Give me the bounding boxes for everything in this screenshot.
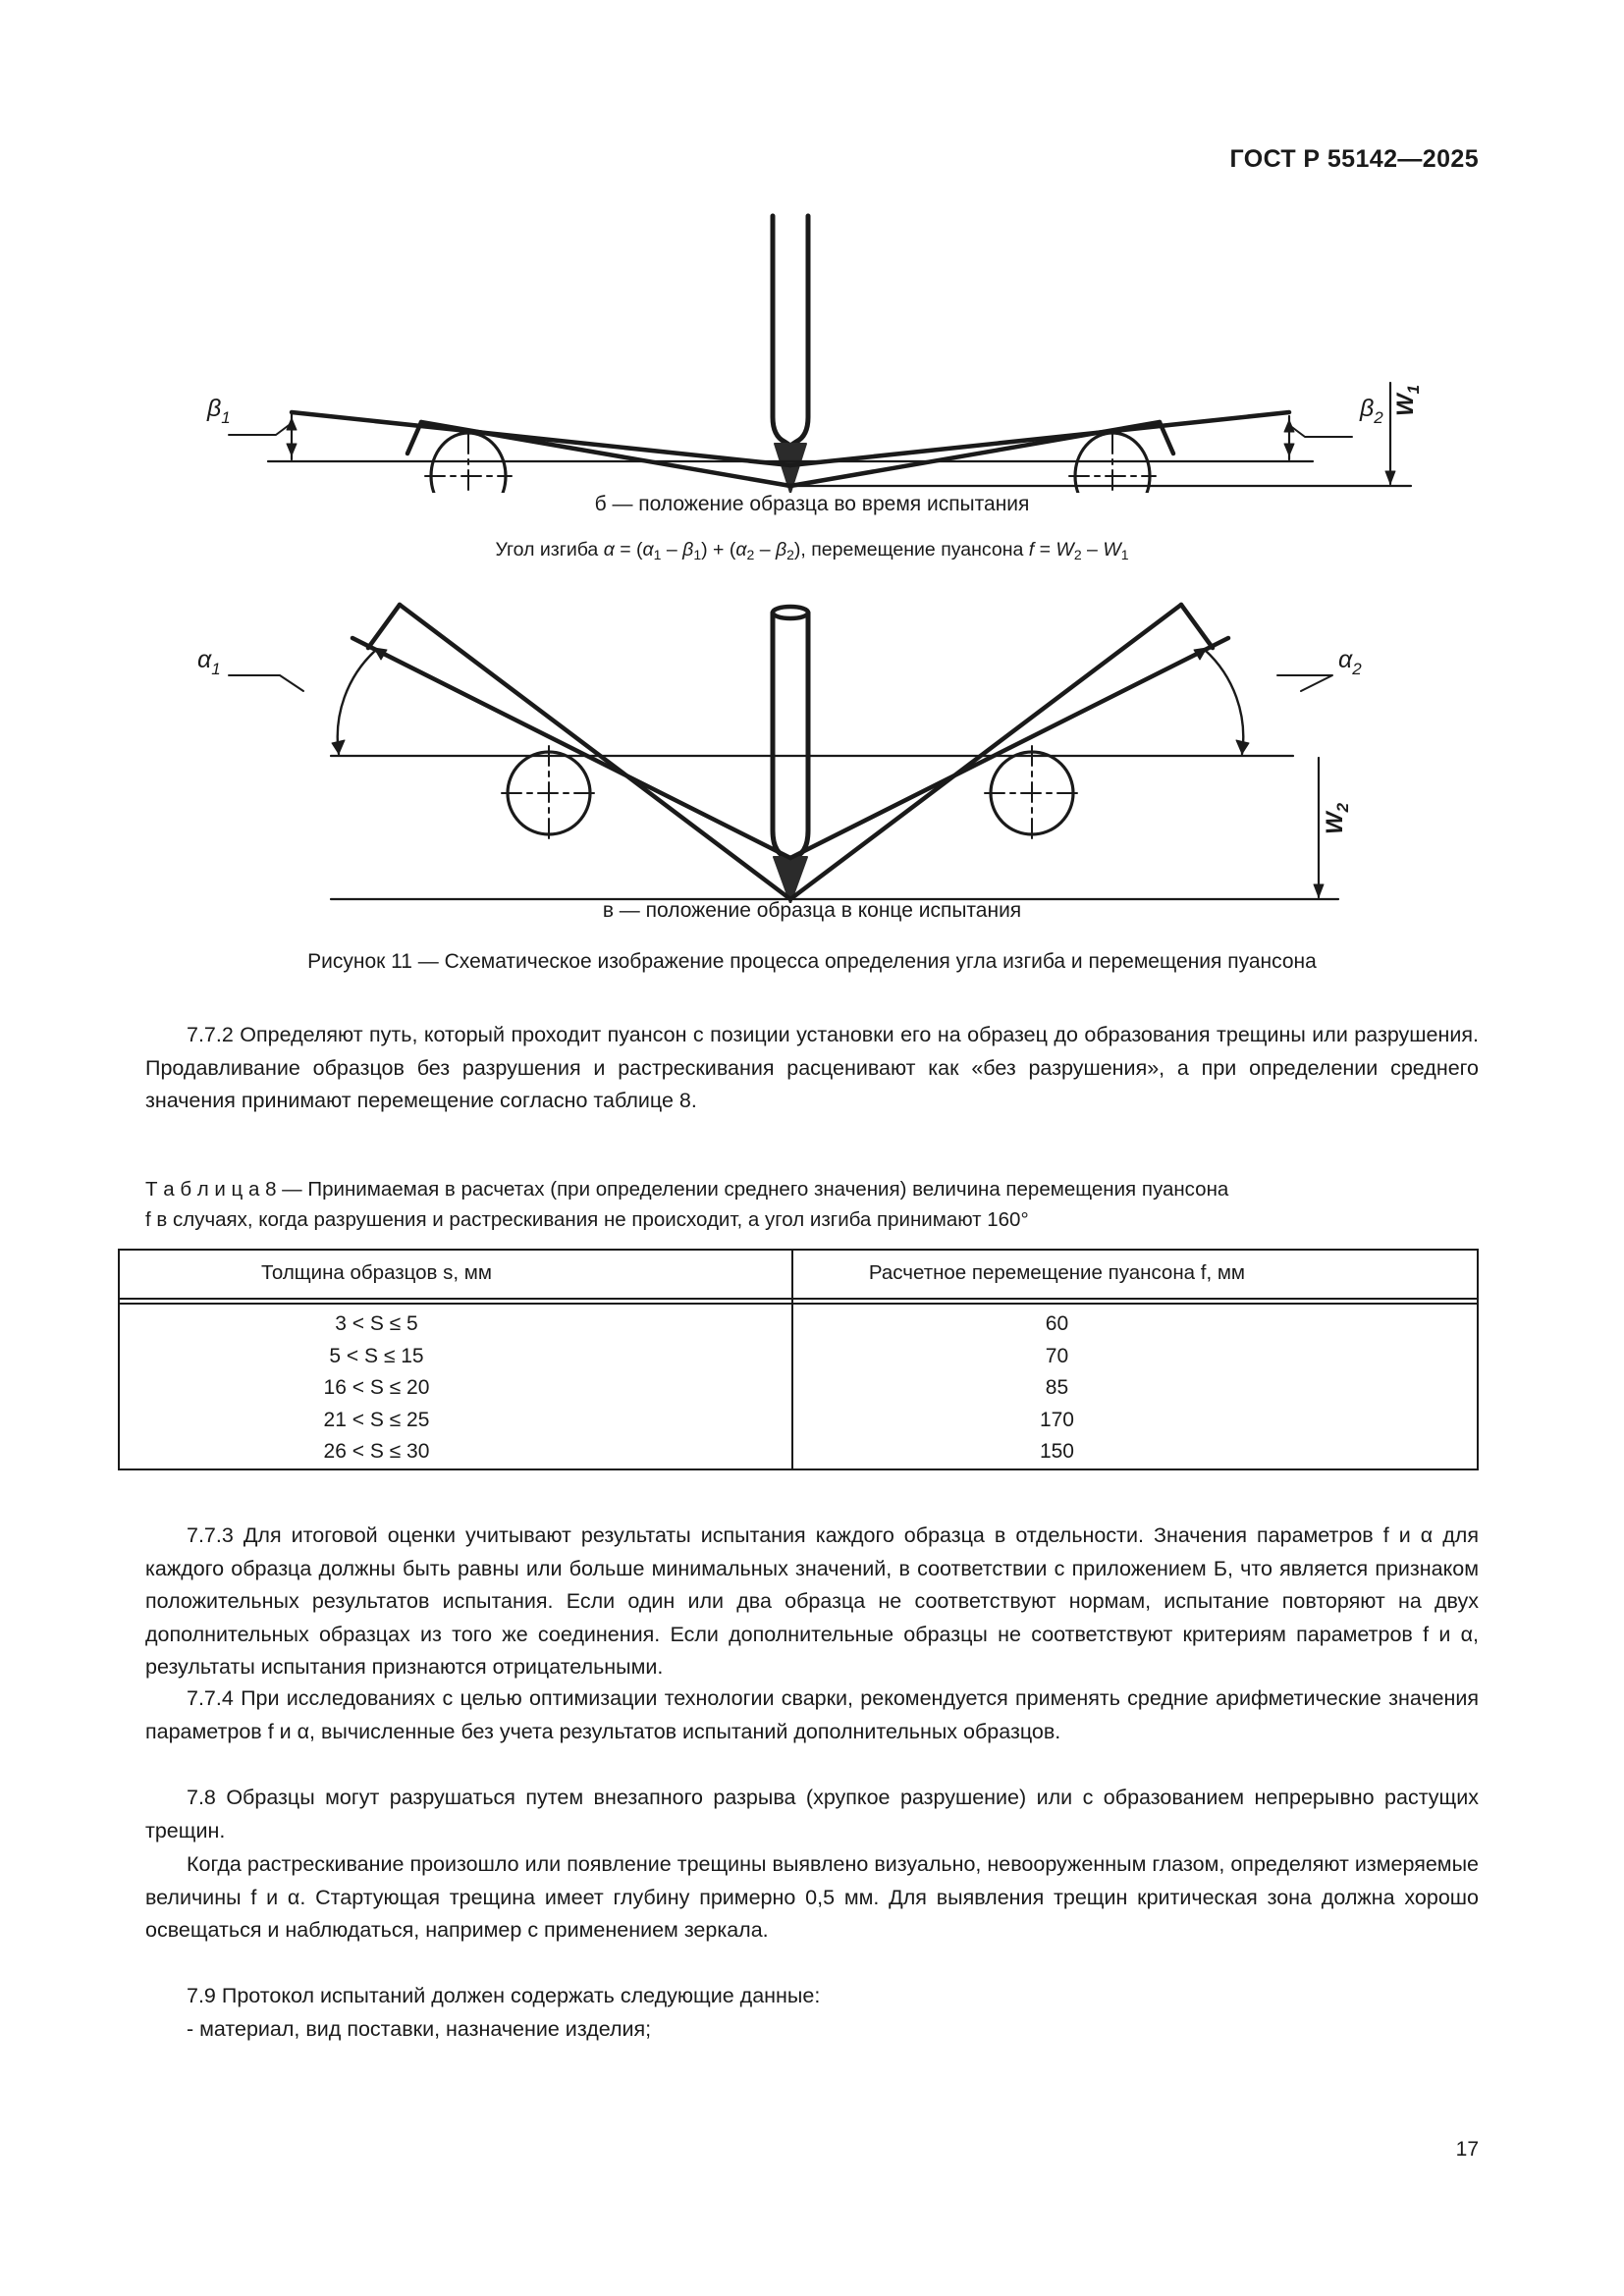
beta2-dimension	[1284, 416, 1352, 459]
formula-w1: W	[1103, 539, 1121, 561]
paragraph-7-7-4-text: 7.7.4 При исследованиях с целью оптимизации технологии сварки, рекомендуется применять средние арифметические значения параметров f и α, вычисленные без учета результатов испытаний дополнительных образцов.	[145, 1686, 1479, 1743]
report-list	[145, 2013, 1479, 2047]
cell-displacement: 170	[1039, 1408, 1074, 1431]
table-header-row	[118, 1249, 1479, 1298]
caption-b-text: б — положение образца во время испытания	[594, 493, 1030, 515]
figure-11-title: Рисунок 11 — Схематическое изображение процесса определения угла изгиба и перемещения пуансона	[307, 950, 1317, 973]
formula-w2: W	[1056, 539, 1074, 561]
page-number: 17	[1455, 2138, 1479, 2161]
table-row	[118, 1436, 1479, 1480]
table-row	[118, 1341, 1479, 1373]
formula-alpha1-sub: 1	[653, 546, 662, 562]
bend-test-during-schematic	[174, 208, 1450, 493]
table-8-title-line-2: f в случаях, когда разрушения и растрескивания не происходит, а угол изгиба принимают 160°	[145, 1208, 1029, 1231]
figure-11b-diagram	[0, 208, 1624, 493]
specimen-left-arm	[352, 605, 790, 899]
table-8-column-divider	[791, 1249, 793, 1470]
alpha1-dimension	[229, 648, 387, 754]
paragraph-cracking-text: Когда растрескивание произошло или появление трещины выявлено визуально, невооруженным глазом, определяют измеряемые величины f и α. Стартующая трещина имеет глубину примерно 0,5 мм. Для выявления трещин критическая зона должна хорошо освещаться и наблюдаться, например с применением зеркала.	[145, 1852, 1479, 1942]
formula-beta1: β	[682, 539, 694, 561]
formula-suffix: ), перемещение пуансона	[793, 539, 1029, 561]
formula-beta2-sub: 2	[786, 546, 794, 562]
formula-beta2: β	[775, 539, 787, 561]
figure-11v-diagram	[0, 589, 1624, 903]
column-header-displacement: Расчетное перемещение пуансона f, мм	[868, 1261, 1246, 1284]
table-row	[118, 1405, 1479, 1437]
cell-displacement: 60	[1045, 1312, 1069, 1336]
formula-alpha2: α	[735, 539, 747, 561]
figure-formula-line	[0, 539, 1624, 562]
formula-alpha1: α	[642, 539, 654, 561]
w2-label: $W_2$	[1322, 802, 1352, 834]
punch-shape	[773, 216, 808, 493]
paragraph-7-7-2-text: 7.7.2 Определяют путь, который проходит пуансон с позиции установки его на образец до образования трещины или разрушения. Продавливание образцов без разрушения и растрескивания расценивают как «без разрушения», а при определении среднего значения принимают перемещение согласно таблице 8.	[145, 1023, 1479, 1112]
cell-thickness: 16 < S ≤ 20	[323, 1376, 430, 1400]
cell-displacement: 70	[1045, 1344, 1069, 1367]
figure-11v-caption	[0, 899, 1624, 923]
formula-w1-sub: 1	[1120, 546, 1129, 562]
table-8-header-rule-lower	[118, 1303, 1479, 1305]
alpha2-label: $\alpha_2$	[1338, 646, 1362, 678]
formula-beta1-sub: 1	[693, 546, 702, 562]
w1-label: $W_1$	[1392, 384, 1423, 416]
formula-alpha: α	[603, 539, 615, 561]
formula-prefix: Угол изгиба	[495, 539, 604, 561]
list-item: - материал, вид поставки, назначение изделия;	[187, 2017, 652, 2041]
figure-11b-caption	[0, 493, 1624, 516]
support-roller-left	[502, 746, 596, 840]
table-8-body	[118, 1298, 1479, 1480]
column-header-thickness: Толщина образцов s, мм	[260, 1261, 492, 1284]
table-8-head	[118, 1249, 1479, 1298]
table-row	[118, 1372, 1479, 1405]
caption-v-text: в — положение образца в конце испытания	[602, 899, 1022, 922]
beta1-label: $\beta_1$	[207, 395, 231, 427]
cell-displacement: 150	[1039, 1440, 1074, 1464]
alpha1-label: $\alpha_1$	[197, 646, 221, 678]
standard-header: ГОСТ Р 55142—2025	[1229, 145, 1479, 173]
paragraph-7-9-text: 7.9 Протокол испытаний должен содержать следующие данные:	[187, 1984, 821, 2007]
paragraph-7-7-4	[145, 1682, 1479, 1748]
table-8-title	[145, 1174, 1479, 1235]
formula-eq2: =	[1034, 539, 1056, 561]
formula-eq: = (	[614, 539, 643, 561]
table-8-header-rule-upper	[118, 1298, 1479, 1300]
paragraph-7-8	[145, 1782, 1479, 1847]
cell-thickness: 5 < S ≤ 15	[329, 1344, 424, 1367]
formula-minus1: –	[661, 539, 683, 561]
formula-f: f	[1028, 539, 1035, 561]
cell-thickness: 26 < S ≤ 30	[323, 1440, 430, 1464]
support-roller-left	[425, 433, 512, 493]
formula-minus3: –	[1081, 539, 1104, 561]
formula-mid: ) + (	[701, 539, 736, 561]
cell-displacement: 85	[1045, 1376, 1069, 1400]
paragraph-7-8-text: 7.8 Образцы могут разрушаться путем внезапного разрыва (хрупкое разрушение) или с образованием непрерывно растущих трещин.	[145, 1786, 1479, 1842]
bend-test-end-schematic	[174, 589, 1450, 903]
support-roller-right	[985, 746, 1079, 840]
support-roller-right	[1069, 433, 1156, 493]
formula-alpha2-sub: 2	[746, 546, 755, 562]
paragraph-7-9	[145, 1980, 1479, 2013]
cell-thickness: 21 < S ≤ 25	[323, 1408, 430, 1431]
table-8-title-line-1: Т а б л и ц а 8 — Принимаемая в расчетах (при определении среднего значения) величина перемещения пуансона	[145, 1178, 1229, 1201]
table-8	[118, 1249, 1479, 1480]
paragraph-7-7-3-text: 7.7.3 Для итоговой оценки учитывают результаты испытания каждого образца в отдельности. Значения параметров f и α для каждого образца должны быть равны или больше минимальных значений, в соответствии с приложением Б, что является признаком положительных результатов испытания. Если один или два образца не соответствуют нормам, испытание повторяют на двух дополнительных образцах из того же соединения. Если дополнительные образцы не соответствуют критериям параметров f и α, результаты испытания признаются отрицательными.	[145, 1523, 1479, 1679]
paragraph-cracking	[145, 1848, 1479, 1948]
alpha2-dimension	[1194, 648, 1332, 754]
formula-minus2: –	[754, 539, 776, 561]
specimen-right-arm	[790, 412, 1289, 486]
cell-thickness: 3 < S ≤ 5	[335, 1312, 418, 1336]
beta2-label: $\beta_2$	[1360, 395, 1383, 427]
paragraph-7-7-3	[145, 1520, 1479, 1684]
specimen-left-arm	[292, 412, 790, 486]
specimen-right-arm	[790, 605, 1228, 899]
beta1-dimension	[229, 414, 297, 459]
paragraph-7-7-2	[145, 1019, 1479, 1118]
formula-w2-sub: 2	[1073, 546, 1082, 562]
